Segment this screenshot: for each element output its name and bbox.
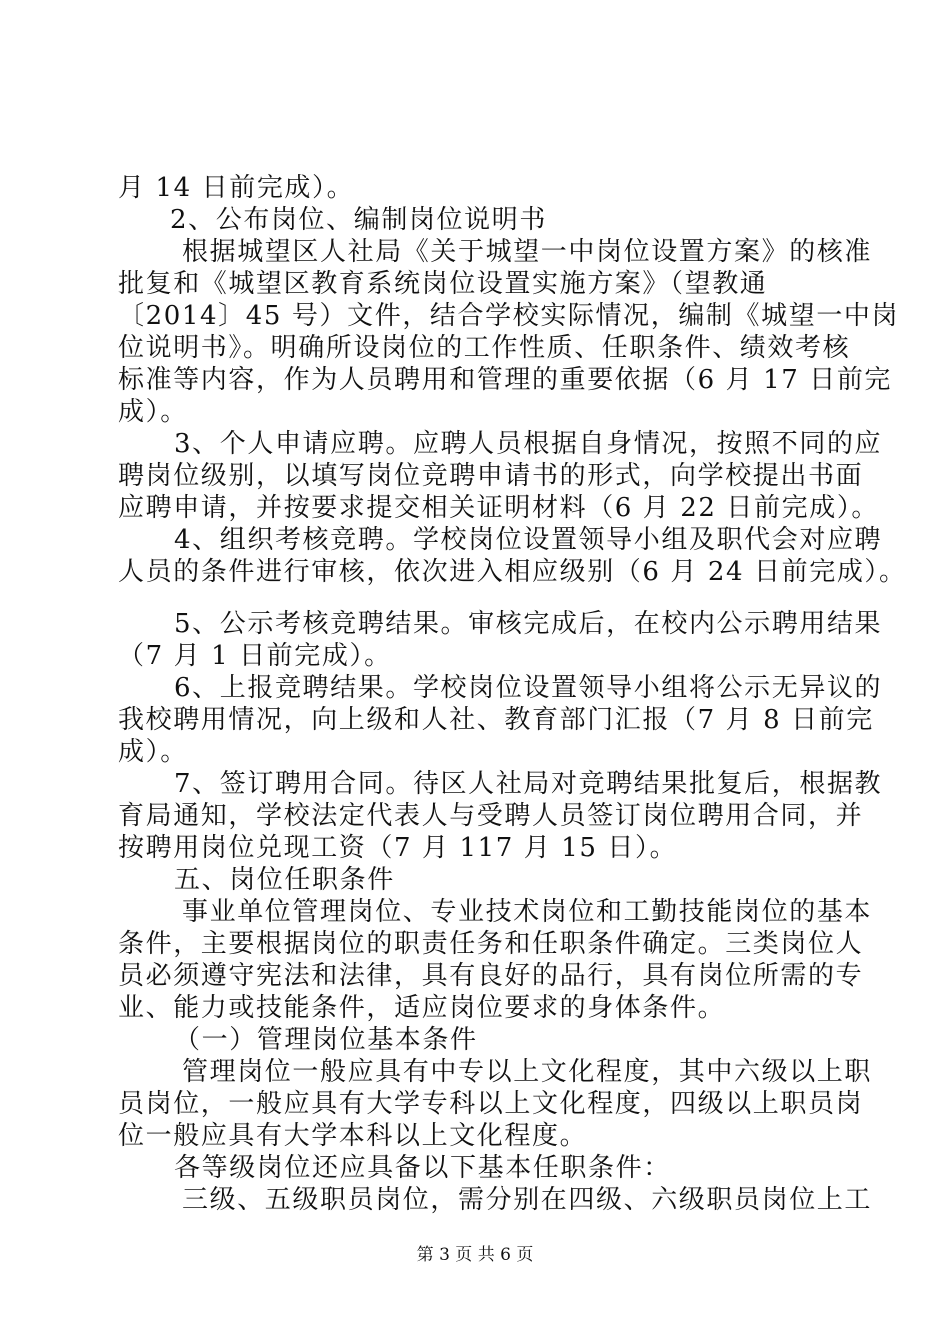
section-heading: 五、岗位任职条件 (174, 865, 395, 895)
text-line: 月 14 日前完成）。 (118, 173, 355, 203)
text-line: 员必须遵守宪法和法律，具有良好的品行，具有岗位所需的专 (118, 961, 864, 991)
text-line: 员岗位，一般应具有大学专科以上文化程度，四级以上职员岗 (118, 1089, 864, 1119)
text-line: 位说明书》。明确所设岗位的工作性质、任职条件、绩效考核 (118, 333, 851, 363)
text-line: 标准等内容，作为人员聘用和管理的重要依据（6 月 17 日前完 (118, 365, 893, 395)
text-line: 位一般应具有大学本科以上文化程度。 (118, 1121, 588, 1151)
text-line: 事业单位管理岗位、专业技术岗位和工勤技能岗位的基本 (182, 897, 873, 927)
subsection-heading: （一）管理岗位基本条件 (174, 1025, 478, 1055)
text-line: 6、上报竞聘结果。学校岗位设置领导小组将公示无异议的 (174, 673, 883, 703)
text-line: 各等级岗位还应具备以下基本任职条件： (174, 1153, 671, 1183)
text-line: 管理岗位一般应具有中专以上文化程度，其中六级以上职 (182, 1057, 873, 1087)
text-line: 3、个人申请应聘。应聘人员根据自身情况，按照不同的应 (174, 429, 883, 459)
text-line: 聘岗位级别，以填写岗位竞聘申请书的形式，向学校提出书面 (118, 461, 864, 491)
text-line: 我校聘用情况，向上级和人社、教育部门汇报（7 月 8 日前完 (118, 705, 874, 735)
text-line: 7、签订聘用合同。待区人社局对竞聘结果批复后，根据教 (174, 769, 883, 799)
text-line: 4、组织考核竞聘。学校岗位设置领导小组及职代会对应聘 (174, 525, 883, 555)
section-heading: 2、公布岗位、编制岗位说明书 (170, 205, 547, 235)
text-line: 应聘申请，并按要求提交相关证明材料（6 月 22 日前完成）。 (118, 493, 880, 523)
text-line: 根据城望区人社局《关于城望一中岗位设置方案》的核准 (182, 237, 873, 267)
text-line: 批复和《城望区教育系统岗位设置实施方案》（望教通 (118, 269, 768, 299)
text-line: 按聘用岗位兑现工资（7 月 117 月 15 日）。 (118, 833, 678, 863)
text-line: 人员的条件进行审核，依次进入相应级别（6 月 24 日前完成）。 (118, 557, 907, 587)
text-line: 三级、五级职员岗位，需分别在四级、六级职员岗位上工 (182, 1185, 873, 1215)
text-line: 业、能力或技能条件，适应岗位要求的身体条件。 (118, 993, 726, 1023)
text-line: （7 月 1 日前完成）。 (118, 641, 392, 671)
text-line: 育局通知，学校法定代表人与受聘人员签订岗位聘用合同，并 (118, 801, 864, 831)
text-line: 成）。 (118, 397, 188, 427)
text-line: 5、公示考核竞聘结果。审核完成后，在校内公示聘用结果 (174, 609, 883, 639)
text-line: 条件，主要根据岗位的职责任务和任职条件确定。三类岗位人 (118, 929, 864, 959)
text-line: 成）。 (118, 737, 188, 767)
page-number-footer: 第 3 页 共 6 页 (416, 1245, 534, 1265)
text-line: 〔2014〕45 号）文件，结合学校实际情况，编制《城望一中岗 (118, 301, 900, 331)
